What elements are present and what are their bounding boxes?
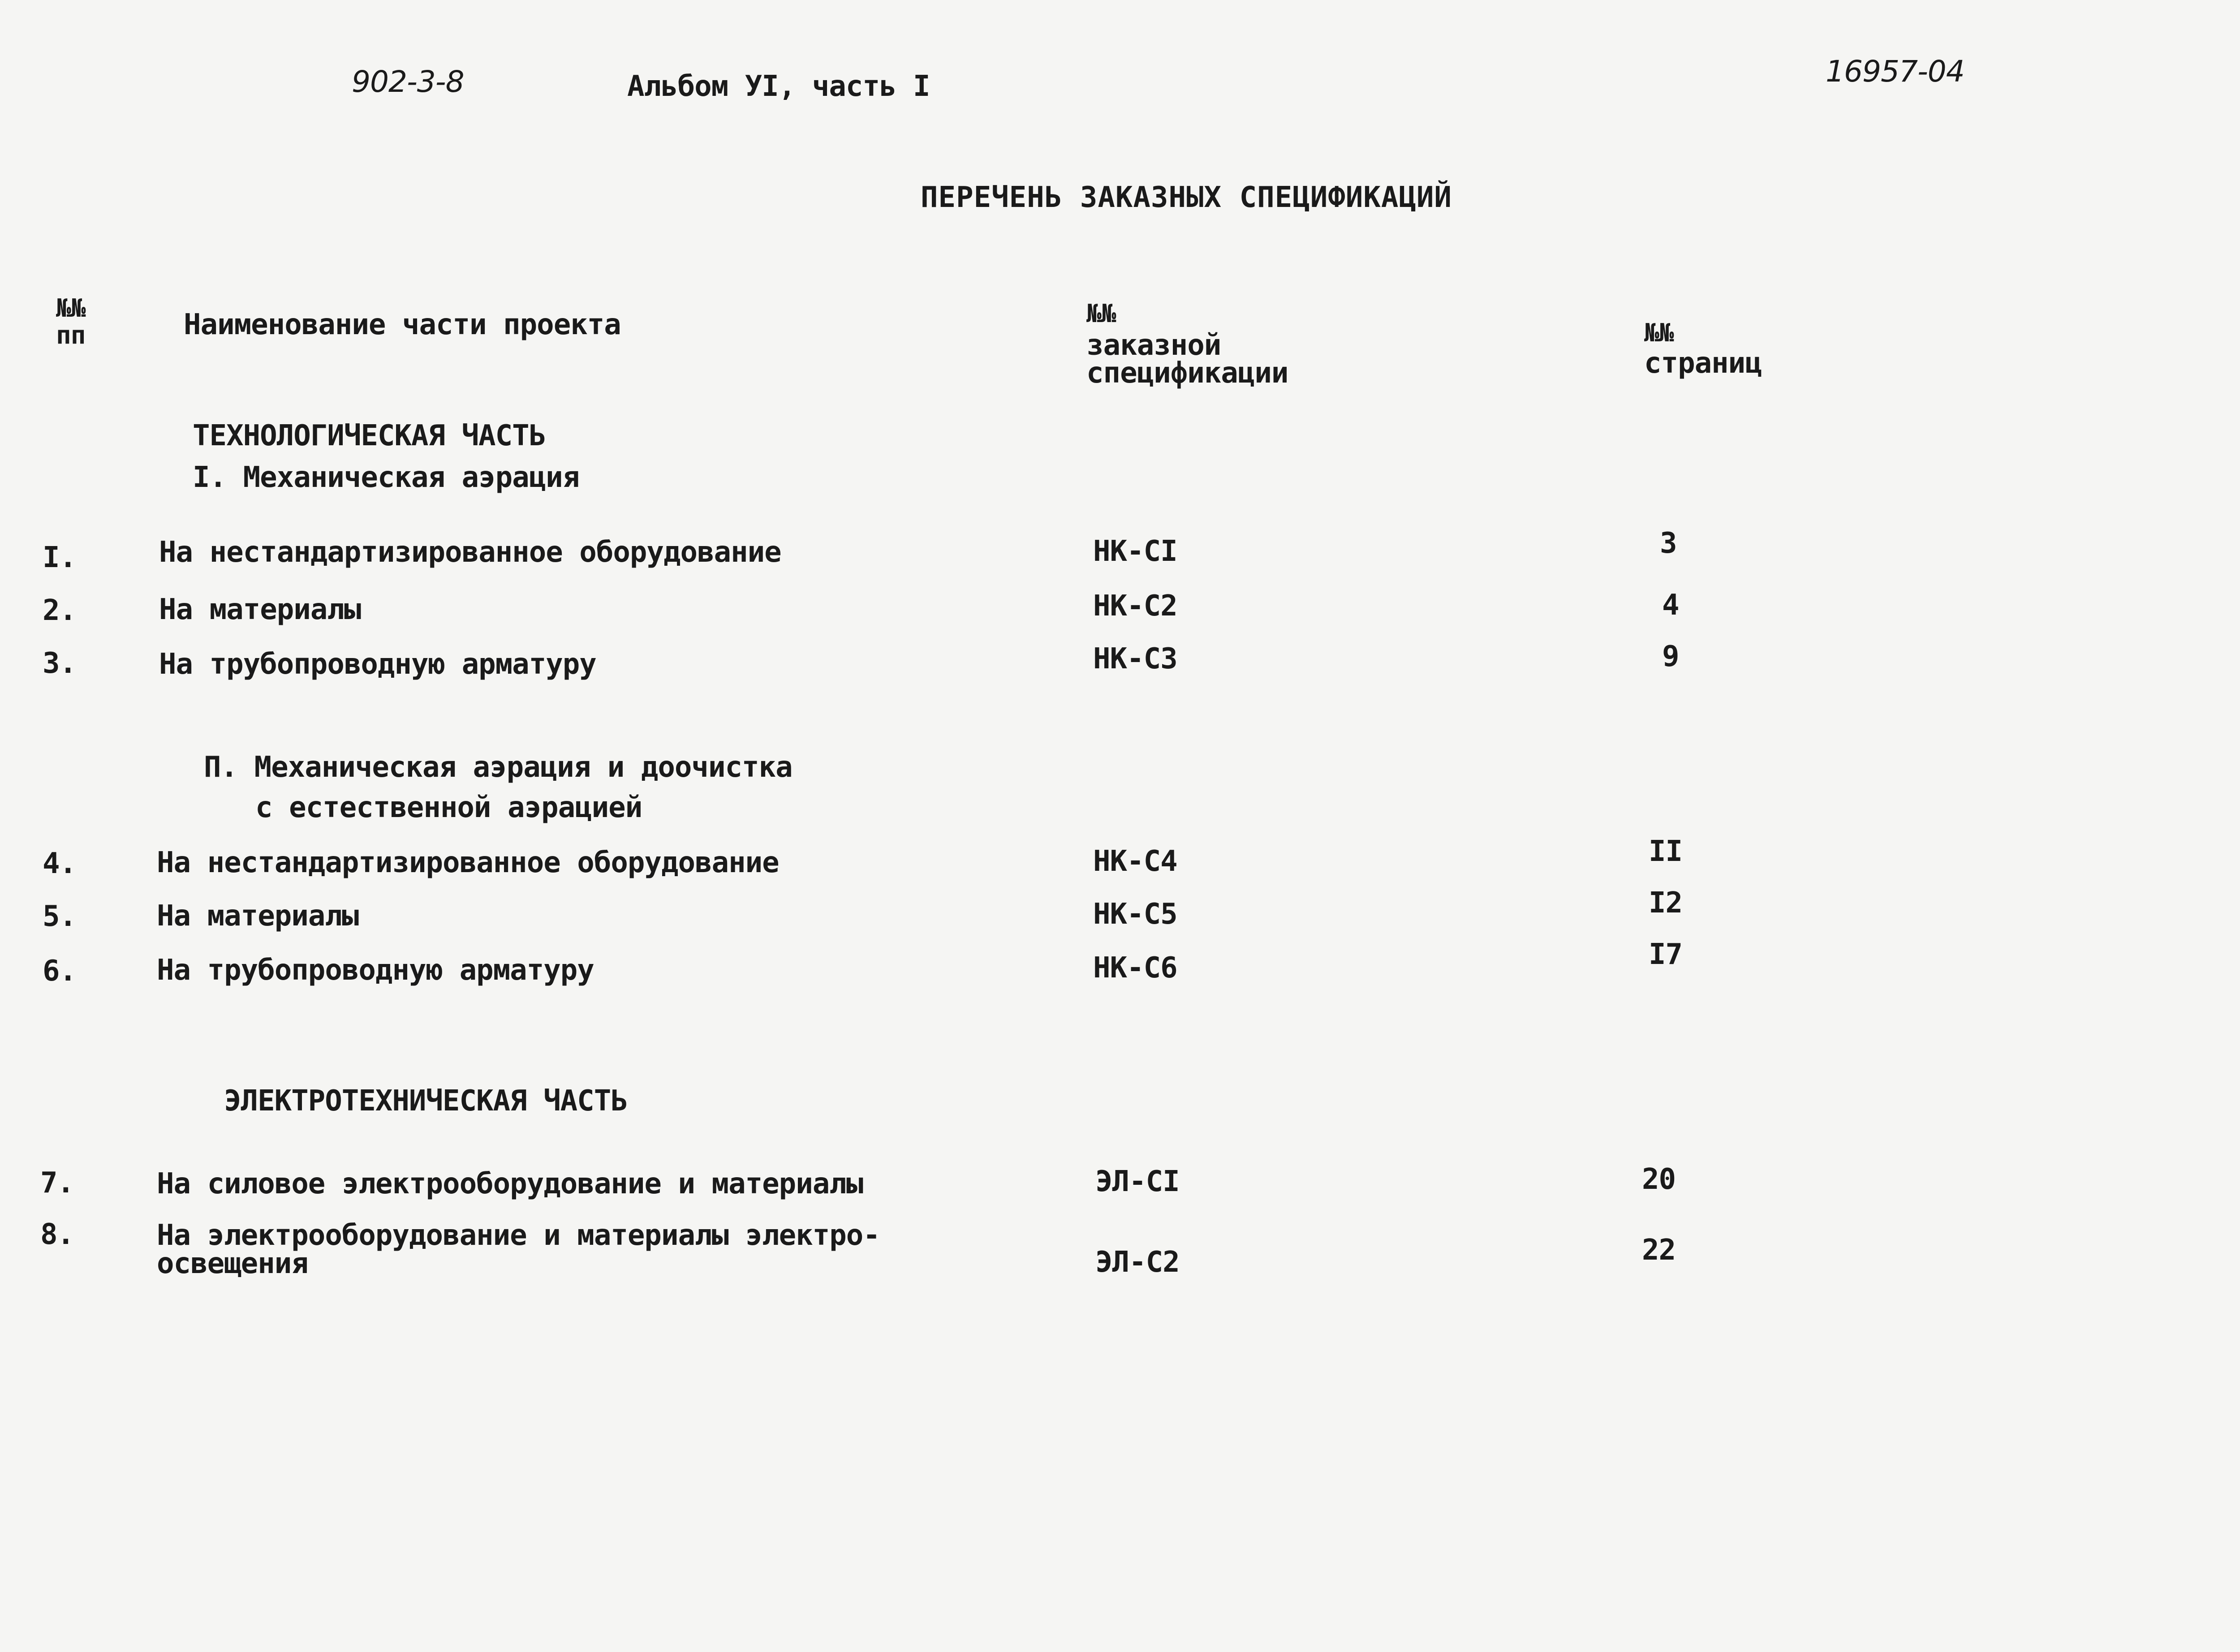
row-3-num: 3. <box>43 647 77 680</box>
row-8-num: 8. <box>40 1218 74 1251</box>
row-7-spec: ЭЛ-СI <box>1095 1165 1180 1198</box>
col-pages-label-2: страниц <box>1644 347 1762 380</box>
section-heading-elec: ЭЛЕКТРОТЕХНИЧЕСКАЯ ЧАСТЬ <box>224 1084 628 1118</box>
row-2-name: На материалы <box>159 593 361 626</box>
row-5-name: На материалы <box>157 899 359 933</box>
row-8-page: 22 <box>1642 1234 1676 1267</box>
col-pages-label: №№ <box>1644 318 1674 348</box>
album-title: Альбом УI, часть I <box>627 70 930 103</box>
row-5-page: I2 <box>1649 886 1683 920</box>
row-4-page: II <box>1649 835 1683 868</box>
row-3-page: 9 <box>1662 640 1679 673</box>
row-7-name: На силовое электрооборудование и материалы <box>157 1167 863 1200</box>
row-5-num: 5. <box>43 900 77 933</box>
document-number: 16957-04 <box>1826 54 1964 89</box>
subsection-heading-1: I. Механическая аэрация <box>193 461 580 494</box>
row-1-num: I. <box>43 541 77 574</box>
col-spec-label-2: заказной <box>1086 329 1221 362</box>
col-name-header: Наименование части проекта <box>184 308 621 341</box>
row-2-spec: НК-С2 <box>1093 589 1177 623</box>
row-3-name: На трубопроводную арматуру <box>159 648 596 681</box>
section-heading-tech: ТЕХНОЛОГИЧЕСКАЯ ЧАСТЬ <box>193 419 546 452</box>
row-6-num: 6. <box>43 955 77 988</box>
row-4-num: 4. <box>43 847 77 880</box>
row-6-spec: НК-С6 <box>1093 951 1177 985</box>
row-2-page: 4 <box>1662 589 1679 622</box>
row-8-name: На электрооборудование и материалы электро- <box>157 1219 880 1252</box>
subsection-heading-2-cont: с естественной аэрацией <box>255 791 642 824</box>
col-num-label-2: пп <box>56 321 86 350</box>
row-2-num: 2. <box>43 594 77 627</box>
row-3-spec: НК-С3 <box>1093 642 1177 675</box>
row-1-name: На нестандартизированное оборудование <box>159 536 781 569</box>
row-6-name: На трубопроводную арматуру <box>157 954 594 987</box>
subsection-heading-2: П. Механическая аэрация и доочистка <box>204 751 793 784</box>
row-1-page: 3 <box>1660 527 1677 560</box>
row-8-name-cont: освещения <box>157 1247 308 1280</box>
row-4-spec: НК-С4 <box>1093 845 1177 878</box>
col-spec-label: №№ <box>1086 299 1116 328</box>
col-spec-label-3: спецификации <box>1086 357 1288 390</box>
row-5-spec: НК-С5 <box>1093 898 1177 931</box>
row-4-name: На нестандартизированное оборудование <box>157 846 779 879</box>
album-code: 902-3-8 <box>352 65 464 99</box>
row-7-page: 20 <box>1642 1163 1676 1196</box>
page-title: ПЕРЕЧЕНЬ ЗАКАЗНЫХ СПЕЦИФИКАЦИЙ <box>921 181 1452 214</box>
row-1-spec: НК-СI <box>1093 535 1177 568</box>
row-7-num: 7. <box>40 1166 74 1200</box>
row-6-page: I7 <box>1649 938 1683 971</box>
col-num-label: №№ <box>56 294 86 323</box>
row-8-spec: ЭЛ-С2 <box>1095 1246 1180 1279</box>
